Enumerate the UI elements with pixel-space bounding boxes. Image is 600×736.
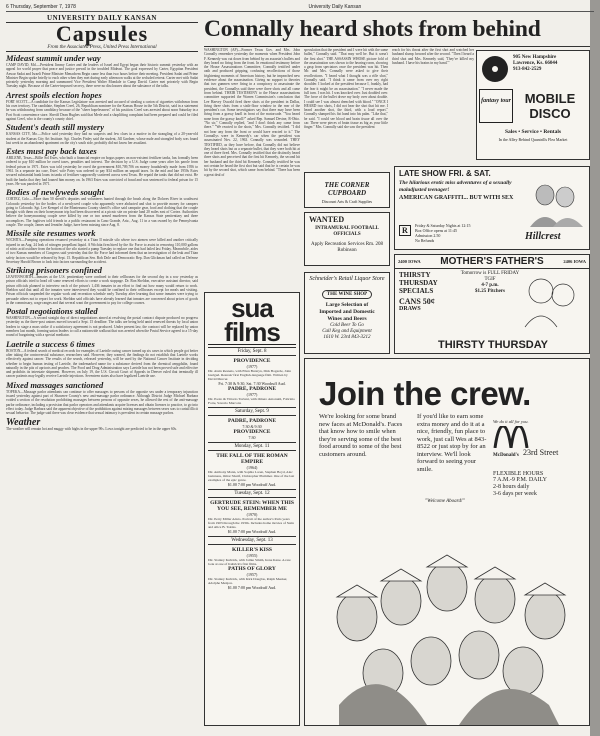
film-time: $1.00 7:00 pm Woodruff Aud. xyxy=(227,529,277,534)
capsules-title: Capsules xyxy=(55,21,149,46)
film-time: Fri. 7:30 & 9:30, Sat. 7:30 Woodruff Aud. xyxy=(218,381,286,386)
main-headline: Connally heard shots from behind xyxy=(204,16,541,42)
capsules-strap: UNIVERSITY DAILY KANSAN xyxy=(6,14,198,23)
main-story-col3: reach for his throat after the first shot and watched her husband slump forward after the second. "Then I heard a third shot and Mrs. Kennedy said, 'They've killed my husband. I have his brains in my hand.'" xyxy=(392,48,474,65)
liquor-line5: Call Keg and Equipment xyxy=(322,329,372,334)
film-year: (1977) xyxy=(246,364,258,369)
mcdonalds-ad xyxy=(304,358,590,726)
late-show-title: AMERICAN GRAFFITI... BUT WITH SEX xyxy=(399,195,514,201)
capsule-story xyxy=(6,340,198,379)
main-story-col1: WASHINGTON (AP)—Former Texas Gov. and Mrs. John Connally remember yesterday the moments when President John F. Kennedy was cut down from behind by an assassin's bullets and they heard no firing from the front. In emotional testimony before the House Assassinations Committee, Connally testified under oath and produced gripping, confusing recollections of those frightening moments of American history, but he impeached new evidence about the assassination. Giving no support to theories that two gunmen were firing in a conspiracy to assassinate the president, the Connallys said there were three shots and all came from behind. THEIR TESTIMONY to the House assassinations committee supported the Warren Commission's conclusion that Lee Harvey Oswald fired three shots at the president in Dallas, firing three shots from a sixth-floor window in the rear of the president's car. Some investigators say that there may have been firing from a grassy knoll in front of the motorcade. "You heard none from the grassy knoll?" asked Rep. Samuel Devine, R-Ohio. "No sir," Connally replied, "and I don't think any came from there." "We reacted to the shots," Mrs. Connally testified. "I did not hear any from the front or would have reacted to it." The Connallys were in Kennedy's car when the president was assassinated Nov. 22, 1963. Connally was wounded. THEY TESTIFIED, as they have before, that Connally did not believe they heard shots but as a separate bullet, that they were both hit at one of three fired. Mrs. Connally testified that she distinctly heard three shots and perceived that the first hit Kennedy, the second hit her husband and the third hit Kennedy. Connally testified he was not certain he heard the first shot but said that he is certain he was hit by the second shot, which came from behind. "There has been a great deal of xyxy=(204,48,300,177)
film-title: PATHS OF GLORY xyxy=(228,566,276,572)
fantasy-logo: fantasy tour xyxy=(479,89,513,123)
capsule-body: LEAVENWORTH—Inmates at the U.S. penitentiary were confined to their cellhouses for the second day in a row yesterday as prison officials tried to head off some renewed efforts to create a work stoppage. Dr. Ron Sheldon, executive assistant director, said prison officials planned to interview each of the prison's 1,436 inmates in an effort to find out how many would return to work. Sheldon said that until all the inmates were interviewed they would be confined to their cellhouses except for meals and visiting. Prison officials suspended the regular work and recreation schedule early Tuesday after learning that some inmates were trying to persuade others not to report for work. Sheldon said officials have already learned that inmates are concerned about prices of goods in the commissary, wage ranges and that several want the government to pay for college courses. xyxy=(6,275,198,305)
full-friday: Tomorrow is FULL FRIDAY TGIF xyxy=(460,271,520,282)
film-info: Dir. Stanley Kubrick, with Jamie Smith, Irene Kane. A rare look at one of Kubrick's first films. xyxy=(208,558,291,566)
film-day: Saturday, Sept. 9 xyxy=(208,407,296,416)
capsule-body: CORTEZ, Colo.—More than 50 sheriff's deputies and volunteers hunted through the brush along the Dolores River in southwest Colorado yesterday for the bodies of a newlywed couple who apparently were abducted and shot to provide money for campers going to Colorado. Sgt. Lee Kempel of the Montezuma County sheriff's office said campsite gear, food and clothing that the couple brought with them on their honeymoon trip had been discovered at a picnic site on private land 20 miles east of Cortez. Authorities believe the honeymooning couple were killed by one or two armed murderers from the Kansas State penitentiary and three accomplices. The fugitives told friends in a public restaurant in Cano Grande, Ariz., Aug. 11 in a van owned by the Pennsylvania couple. The couple, James and Jennifer Judge, have been missing since Aug. 8. xyxy=(6,197,198,228)
film-info: Dir. Paolo & Vittorio Taviani, with Omero Antonutti, Fabrizio Forte, Saverio Marconi. xyxy=(208,397,295,405)
film-day: Tuesday, Sept. 12 xyxy=(208,489,296,498)
sua-schedule xyxy=(208,347,296,590)
welcome-aboard-caption: "Welcome Aboard!" xyxy=(425,499,465,504)
mcdonalds-slogan: We do it all for you. xyxy=(493,419,529,424)
hillcrest-late-show-ad xyxy=(394,166,590,250)
wanted-officials-ad xyxy=(304,212,390,266)
film-time: 7:30 xyxy=(248,435,256,440)
film-info: Dir. Alain Resnais, with Ellen Burstyn, Dirk Bogarde, John Gielgud. Resnais' first English-language film. Written by David Mercer. xyxy=(208,369,292,381)
hours-line-2: 3-6 days per week xyxy=(493,491,537,497)
fantasy-services: Sales • Service • Rentals xyxy=(504,129,562,135)
pitchers-price: $1.25 Pitchers xyxy=(475,289,505,294)
capsules-column xyxy=(6,14,198,726)
cartoon-illustration xyxy=(521,271,579,329)
hours-line-1: 2-8 hours daily xyxy=(493,484,530,490)
join-crew-headline: Join the crew. xyxy=(319,375,531,412)
record-icon xyxy=(480,54,510,84)
film-info: Dir. Stanley Kubrick, with Kirk Douglas, Ralph Meeker, Adolphe Menjou. xyxy=(208,577,288,585)
capsule-story xyxy=(6,147,198,186)
mcdonalds-copy-2: If you'd like to earn some extra money and do it at a nice, friendly, fun place to work, just call Wes at 843-8522 or just stop by for an interview. We'll look forward to seeing your smile. xyxy=(417,413,487,473)
capsule-story xyxy=(6,188,198,227)
capsule-story xyxy=(6,418,198,431)
cans-price: CANS 50¢ xyxy=(399,297,435,306)
capsules-subtitle: From the Associated Press, United Press International xyxy=(6,45,198,52)
flexible-hours-head: FLEXIBLE HOURS xyxy=(493,471,544,477)
capsule-headline: Arrest spoils election hopes xyxy=(6,89,102,100)
capsule-story xyxy=(6,91,198,121)
folio-date: 6 Thursday, September 7, 1978 xyxy=(6,4,76,10)
capsule-body: WICHITA—Pumping operations resumed yesterday at a Titan II missile silo where two airmen were killed and another critically injured in an Aug. 24 leak of nitrogen propellant liquid. A Wichita firm hired by the Air Force to assist in removing 110,000 gallons of nitric acid oxidizer from the bottom of the silo started a pump Tuesday to replace one that had failed last Friday. Meanwhile, aides of two Kansas members of Congress said yesterday that the Air Force had informed them that an investigation of the leak and Titan safety factors would be released by Sept. 15. Republican Sen. Bob Dole and Democratic Rep. Dan Glickman had called on Defense Secretary Harold Brown to look into factors surrounding the accident. xyxy=(6,238,198,264)
capsule-headline: Bodies of newlyweds sought xyxy=(6,187,104,198)
liquor-line4: Cold Beer To Go xyxy=(330,323,364,328)
film-year: (1977) xyxy=(246,392,258,397)
sua-films-ad xyxy=(204,292,300,726)
mcdonalds-copy-1: We're looking for some brand new faces at McDonald's. Faces that know how to smile when they're serving some of the best food around to some of the best customers around. xyxy=(319,413,403,458)
capsule-body: KANSAS CITY, Mo.—Police said yesterday they had no suspects and few clues in a motive in the strangling of a 20-year-old student at the Kansas City Art Institute. Sgt. Charles Finley said the student, Jill Gardner, whose nude and strangled body was found last week in an abandoned apartment on the city's south side, probably did not know her assailant. xyxy=(6,132,198,145)
film-day: Friday, Sept. 8 xyxy=(208,347,296,356)
sua-films-logo: sua films xyxy=(208,296,296,345)
mcdonalds-brand: McDonald's xyxy=(493,453,519,458)
capsule-headline: Estes must pay back taxes xyxy=(6,146,97,157)
film-title: PADRE, PADRONE xyxy=(227,418,277,424)
film-day: Wednesday, Sept. 13 xyxy=(208,536,296,545)
capsule-story xyxy=(6,54,198,89)
liquor-store-ad xyxy=(304,272,390,354)
capsule-headline: Mideast summit under way xyxy=(6,53,101,63)
mothers-fathers-ad xyxy=(394,254,590,354)
capsule-story xyxy=(6,123,198,145)
liquor-line6: 1610 W. 23rd 843-3212 xyxy=(323,335,371,340)
crew-illustration xyxy=(309,505,587,725)
capsule-story xyxy=(6,229,198,264)
film-title: KILLER'S KISS xyxy=(232,547,272,553)
film-year: (1964) xyxy=(246,465,258,470)
capsule-body: The weather will remain hot and muggy with highs in the upper 90s. Lows tonight are predicted to be in the upper 60s. xyxy=(6,426,177,431)
mothers-head: MOTHER'S FATHER'S xyxy=(440,256,544,267)
film-time: 7:30 & 9:30 xyxy=(242,424,262,429)
film-title: THE FALL OF THE ROMAN EMPIRE xyxy=(216,453,288,465)
fantasy-tour-ad xyxy=(476,50,590,160)
cupboard-note: Discount Arts & Craft Supplies xyxy=(321,199,373,204)
capsules-stories xyxy=(6,54,198,431)
capsule-headline: Student's death still mystery xyxy=(6,122,104,133)
film-info: Dir. Perry Miller Adato. Portrait of the author's Paris years from 1903 through the 1930s. Includes home movies of Stein and Alice B. Toklas. xyxy=(208,517,294,529)
main-story-col2: speculation that the president and I were hit with the same bullet," Connally said. "That may well be. But it wasn't the first shot." THE ASSASSIN WHOSE picture fold of the assassination was shown to the hearing room, showing a gasp from spectators once the president was hit. Then Mr. and Mrs. Connally were asked to give their recollections. "I heard what I thought was a rifle shot," Connally said. "I think it came from over my right shoulder. I looked at the president because I, frankly, had the fear it might be an assassination." "I never made the full turn. I was hit. I was knocked over. Just doubled over. The force of the bullet drove my body over about double. I could see I was almost drenched with blood." "ONCE I HEARD two shots, I did not hear the shot that hit me. I heard another shot, the third, with a loud report." Connally slumped his fist hand into his palm. "Like that," he said. "I could see blood and brain tissue all over the car. There were pieces of brain tissue as big as your little finger." Mrs. Connally said she saw the president xyxy=(304,48,388,130)
page-gutter xyxy=(590,0,600,736)
film-title: GERTRUDE STEIN: WHEN THIS YOU SEE, REMEMBER ME xyxy=(210,500,294,512)
late-show-head: LATE SHOW FRI. & SAT. xyxy=(399,169,491,178)
rating-badge: R xyxy=(399,225,411,236)
film-year: (1957) xyxy=(246,572,258,577)
golden-arches-icon xyxy=(493,426,529,448)
capsule-headline: Mixed massages sanctioned xyxy=(6,379,104,390)
late-show-times: Friday & Saturday Nights at 12:15 Box Office opens at 11:45 Admission 2.50 No Refunds xyxy=(415,223,471,243)
film-title: PROVIDENCE xyxy=(233,358,271,364)
capsule-body: FORT SCOTT—A candidate for the Kansas Legislature was arrested and accused of stealing a carton of cigarettes withdrawn from his own territory. The candidate, Stephen Creel, 26, Republican nominee for the Kansas House in the 5th District, said in a statement he was withdrawing from candidacy because of the "sheer hopelessness" of his position. Creel was arrested about noon Saturday in a Fort Scott convenience store. Sheriff Dean Hughes said that Merle and a shoplifting complaint had been prepared and could be filed against Creel, who is the county's county chief. xyxy=(6,99,198,121)
cupboard-name: THE CORNER CUPBOARD xyxy=(324,181,370,197)
film-info: Dir. Anthony Mann, with Sophia Loren, Stephen Boyd, Alec Guinness, Omar Sharif, Christopher Plummer. One of the last examples of the epic genre. xyxy=(208,470,295,482)
film-time: $1.00 7:00 pm Woodruff Aud. xyxy=(227,585,277,590)
capsule-headline: Weather xyxy=(6,416,41,428)
capsule-headline: Postal negotiations stalled xyxy=(6,306,98,317)
fathers-address: 2406 IOWA xyxy=(563,259,586,264)
mobile-disco-label: MOBILE DISCO xyxy=(524,91,576,121)
folio-paper-name: University Daily Kansan xyxy=(308,4,362,10)
capsule-headline: Striking prisoners confined xyxy=(6,265,102,276)
liquor-line2: Imported and Domestic xyxy=(319,309,375,315)
capsule-body: CAMP DAVID, Md.—President Jimmy Carter and the leaders of Israel and Egypt began their historic summit yesterday with an appeal for world prayer that peace and justice prevail in the troubled Mideast. The goal expressed by Carter, Egyptian President Anwar Sadat and Israeli Prime Minister Menachem Begin came less than two hours before their meeting. President Sadat and Prime Minister Begin spoke briefly to each other when they met during early afternoon walks at the secluded retreat. Carter met with Sadat privately yesterday morning and summoned Vice President Walter Mondale to Camp David. Carter met privately with Begin Tuesday night. Because of the Carter-imposed secrecy, there were no disclosures about the substance of the talks. xyxy=(6,63,198,89)
late-show-tagline: The hilarious erotic miss adventures of a sexually maladjusted teenager! xyxy=(399,180,512,193)
mothers-address: 2400 IOWA xyxy=(398,259,421,264)
couple-illustration xyxy=(525,181,585,227)
hillcrest-logo: Hillcrest xyxy=(525,231,561,242)
draws-label: DRAWS xyxy=(399,306,421,312)
corner-cupboard-ad xyxy=(304,172,390,208)
mcdonalds-location: 23rd Street xyxy=(523,448,559,457)
liquor-line1: Large Selection of xyxy=(325,302,369,308)
capsule-headline: Missile site resumes work xyxy=(6,228,96,239)
film-day: Monday, Sept. 11 xyxy=(208,442,296,451)
film-title: PADRE, PADRONE xyxy=(227,386,277,392)
wanted-line1: INTRAMURAL FOOTBALL OFFICIALS xyxy=(315,226,379,237)
capsule-headline: Laetrile a success 6 times xyxy=(6,338,95,349)
thirsty-thursday-banner: THIRSTY THURSDAY xyxy=(437,339,549,351)
capsule-body: WASHINGTON—A second straight day of direct negotiations aimed at resolving the postal contract dispute produced no progress yesterday as the three-post unions moved toward a Sept. 15 deadline. The talks are being held amid renewed threats by local union leaders to stage a mass strike if a satisfactory agreement is not produced. Under present law, the contract will be replaced by union members last month, forming union leaders to call a nationwide walkout that was averted when the Postal Service agreed to a 15-day round of bargaining with a special mediator. xyxy=(6,316,198,338)
capsule-story xyxy=(6,266,198,305)
wanted-line2: Apply Recreation Services Rm. 208 Robinson xyxy=(310,242,384,253)
liquor-line3: Wines and Beers xyxy=(327,316,367,322)
folio-line xyxy=(6,4,594,12)
thursday-specials: THIRSTY THURSDAY SPECIALS xyxy=(399,271,438,295)
fantasy-address: 905 New Hampshire Lawrence, Ks. 66044 913-842-2529 xyxy=(513,55,558,72)
fantasy-location: In the Alley Behind Quantrills Flea Market xyxy=(498,137,568,142)
capsule-body: BOSTON—A federal search of medical records for examples of Laetrile curing cancer turned up six cases in which people got better after taking the controversial substance, researchers said. However, they warned, the findings do not establish that Laetrile works effectively against cancer. The results of the search, released yesterday, will be used by the National Cancer Institute in deciding whether to begin human testing of Laetrile, the trademarked name for a substance derived from the chemical amygdalin, found naturally in the pits of apricots and peaches. The Food and Drug Administration says Laetrile has not been proved safe and effective and prohibits its interstate shipment. However, on July 19, the U.S. Circuit Court of Appeals in Denver ruled that terminally ill cancer patients may legally receive Laetrile injections. Seventeen states also have legalized Laetrile use. xyxy=(6,348,198,379)
film-year: (1955) xyxy=(246,553,258,558)
party-hours: 4-7 p.m. xyxy=(481,283,499,288)
film-title: PROVIDENCE xyxy=(233,429,271,435)
film-year: (1970) xyxy=(246,512,258,517)
capsule-body: ABILENE, Texas—Billie Sol Estes, who built a financial empire on bogus papers on non-existent fertilizer tanks, has formally been ordered to pay $10 million he owed taxes, penalties and interest. The decision by a U.S. Judge came years after his parole from federal prison in 1971. Estes was told yesterday he owed the government $10,709,706 on money fraudulently made from 1956 to 1961. In a separate tax case, Estes' wife Patsy was ordered to pay $34 million on unpaid taxes. In the mid and late 1950s Estes secured substantial bank loans in tanks of fertilizer supposedly scattered across west Texas. He repaid the tanks that did not exist. He built the banks that they had loaned him money on. In 1963 Estes was convicted of fraud and was sentenced to federal prison for 15 years. He was paroled in 1971. xyxy=(6,156,198,186)
wine-shop-label: THE WINE SHOP xyxy=(322,290,372,299)
film-time: $1.00 7:00 pm Woodruff Aud. xyxy=(227,482,277,487)
capsule-story xyxy=(6,307,198,337)
capsule-story xyxy=(6,381,198,416)
hours-line-0: 7 A.M.-9 P.M. DAILY xyxy=(493,477,547,483)
liquor-name: Schneider's Retail Liquor Store xyxy=(309,276,385,282)
capsule-body: TOPEKA—Massage parlor attendants can continue to offer massages to persons of the opposite sex under a temporary injunction issued yesterday against part of Shawnee County's new anti-massage parlor ordinance. Although District Judge Michael Barbara voided a section of the resolution prohibiting massages between persons of opposite sexes, he allowed the rest of the anti-massage parlor ordinance, including a provision that parlor operators and attendants acquire licenses and obtain licenses to practice, to go into effect today. Judge Barbara said the apparent objective of the prohibition against mixing massages between sexes was to curtail illicit sexual behavior. The judge said there was clear evidence that sexual intimacy is prevalent in certain massage parlors. xyxy=(6,389,198,416)
wanted-head: WANTED xyxy=(309,215,345,224)
